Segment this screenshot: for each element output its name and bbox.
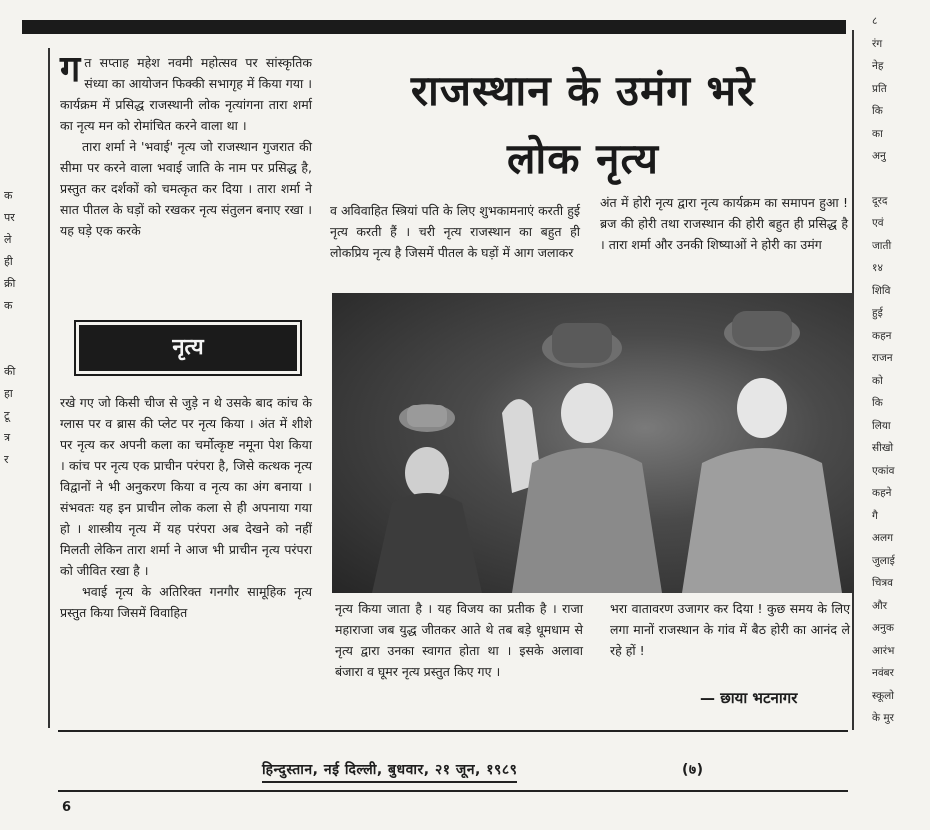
edge-fragment: ही [4,255,13,268]
edge-fragment: दूरद [872,194,888,207]
edge-fragment: के मुर [872,712,894,724]
dancer-body [372,493,482,593]
top-rule-bar [22,20,846,34]
pot-icon [552,323,612,363]
edge-fragment: हा [4,387,13,400]
edge-fragment: एवं [872,217,884,229]
edge-fragment: प्रति [872,82,887,95]
edge-fragment: क [4,189,13,202]
edge-fragment: चित्रव [872,577,894,589]
edge-fragment: और [872,599,888,612]
edge-fragment: नवंबर [872,667,894,679]
edge-fragment: र [4,453,9,466]
edge-fragment: ले [4,233,12,246]
paragraph-glass-dance: रखे गए जो किसी चीज से जुड़े न थे उसके बाद कांच के ग्लास पर व ब्रास की प्लेट पर नृत्य किया । अंत में शीशे पर नृत्य कर अपनी कला का चर्मोत्कृष्ट नमूना पेश किया । कांच पर नृत्य एक प्राचीन परंपरा है, जिसे कत्थक नृत्य विद्वानों ने भी अनुकरण किया व नृत्य का अंग बनाया । संभवतः यह इन प्राचीन लोक कला से ही अपनाया गया हो । शास्त्रीय नृत्य में यह परंपरा अब देखने को नहीं मिलती लेकिन तारा शर्मा ने आज भी प्राचीन नृत्य परंपरा को जीवित रखा है । [60,395,312,578]
dancer-face [405,447,449,499]
edge-fragment: त्र [4,431,11,444]
article-column-1 [60,48,312,241]
edge-fragment: गै [872,509,878,522]
paragraph-bhavai: तारा शर्मा ने 'भवाई' नृत्य जो राजस्थान गुजरात की सीमा पर करने वाला भवाई जाति के नाम पर प्रसिद्ध है, प्रस्तुत कर दर्शकों को चमत्कृत कर दिया । तारा शर्मा ने सात पीतल के घड़ों को रखकर नृत्य संतुलन बनाए रखा । यह घड़े एक करके [60,139,312,238]
masthead-footer: हिन्दुस्तान, नई दिल्ली, बुधवार, २१ जून, १९८९ [262,760,517,783]
edge-fragment: टू [4,409,10,422]
page-number: (७) [682,762,704,778]
headline-line-1: राजस्थान के उमंग भरे [410,66,756,115]
edge-fragment: रंग [872,37,883,50]
edge-fragment: सीखो [872,442,894,454]
edge-fragment: अनु [872,150,886,162]
headline-line-2: लोक नृत्य [506,134,660,183]
edge-fragment: को [872,374,883,387]
edge-fragment: ८ [872,15,878,27]
dancers-illustration [332,293,854,593]
edge-fragment: कि [872,397,883,409]
footer-rule-bottom [58,790,848,792]
edge-fragment: राजन [872,352,893,364]
left-edge-column [4,185,34,471]
edge-fragment: स्कूलो [872,689,894,702]
edge-fragment: जुलाई [872,554,895,567]
article-column-2-bottom: नृत्य किया जाता है । यह विजय का प्रतीक है । राजा महाराजा जब युद्ध जीतकर आते थे तब बड़े धूमधाम से नृत्य द्वारा उनका स्वागत होता था । इसके अलावा बंजारा व घूमर नृत्य प्रस्तुत किए गए । [335,601,583,679]
column-divider-left [48,48,50,728]
edge-fragment: जाती [872,239,892,252]
edge-fragment: क [4,299,13,312]
dancer-face [561,383,613,443]
article-column-2-top: व अविवाहित स्त्रियां पति के लिए शुभकामनाएं करती हुई नृत्य करती हैं । चरी नृत्य राजस्थान का बहुत ही लोकप्रिय नृत्य है जिसमें पीतल के घड़ों में आग जलाकर [330,203,580,260]
edge-fragment: अनुक [872,622,894,634]
footer-rule-top [58,730,848,732]
dancer-body [682,448,842,593]
edge-fragment: कहने [872,487,892,499]
edge-fragment: का [872,127,883,140]
bottom-cropped-text: 6 [62,800,72,815]
edge-fragment: १४ [872,262,883,274]
dancer-body [512,448,662,593]
article-column-1-continued [60,392,312,623]
byline: — छाया भटनागर [700,689,798,707]
edge-fragment: कहन [872,329,892,342]
subheading-box: नृत्य [76,322,300,374]
right-edge-column [872,10,928,730]
edge-fragment: कि [872,105,883,117]
edge-fragment: लिया [872,419,891,432]
edge-fragment: एकांव [872,464,895,477]
dancer-face [737,378,787,438]
edge-fragment: क्री [4,277,16,290]
article-column-3-top: अंत में होरी नृत्य द्वारा नृत्य कार्यक्रम का समापन हुआ ! ब्रज की होरी तथा राजस्थान की होरी बहुत ही प्रसिद्ध है । तारा शर्मा और उनकी शिष्याओं ने होरी का उमंग [600,195,848,252]
edge-fragment: पर [4,211,15,224]
edge-fragment: की [4,365,16,378]
paragraph-intro [60,48,312,136]
paragraph-gangaur: भवाई नृत्य के अतिरिक्त गनगौर सामूहिक नृत्य प्रस्तुत किया जिसमें विवाहित [60,584,312,620]
paragraph-text: त सप्ताह महेश नवमी महोत्सव पर सांस्कृतिक संध्या का आयोजन फिक्की सभागृह में किया गया । कार्यक्रम में प्रसिद्ध राजस्थानी लोक नृत्यांगना तारा शर्मा का नृत्य मन को रोमांचित करने वाला था । [60,55,312,133]
edge-fragment: अलग [872,532,894,544]
headline [318,62,848,188]
edge-fragment: आरंभ [872,644,895,657]
drop-cap: ग [60,48,81,90]
pot-icon [407,405,447,427]
edge-fragment: हुई [872,307,883,319]
edge-fragment: शिवि [872,284,891,297]
pot-icon [732,311,792,347]
edge-fragment: नेह [872,60,884,72]
dance-photograph [332,293,854,593]
article-column-3-bottom: भरा वातावरण उजागर कर दिया ! कुछ समय के लिए लगा मानों राजस्थान के गांव में बैठ होरी का आनंद ले रहे हों ! [610,601,850,658]
edge-fragment [872,168,928,190]
